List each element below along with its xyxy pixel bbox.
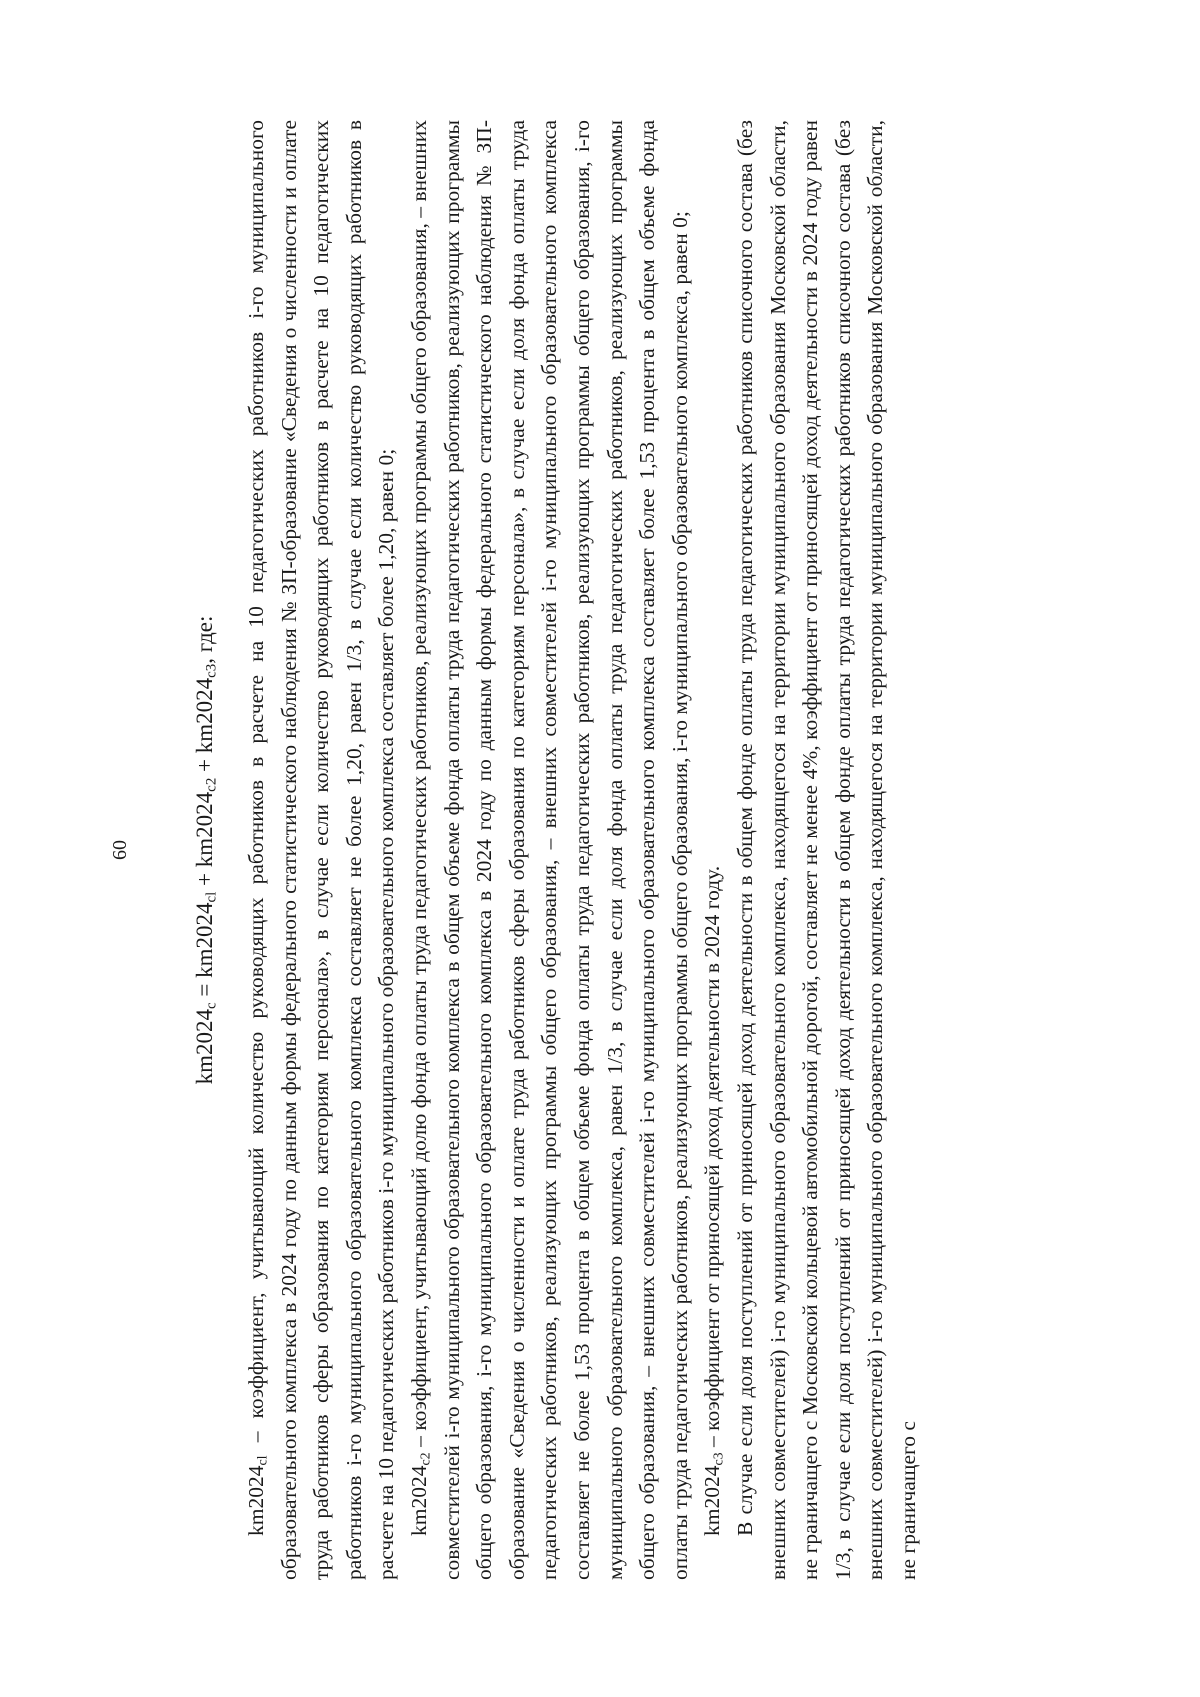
paragraph-km2024-c1-text: – коэффициент, учитывающий количество руководящих работников в расчете на 10 педагогических работников i-го муниципального образовательного комплекса в 2024 году по данным формы федерального статистического наблюдения № ЗП-образование «Сведения о численности и оплате труда работников сферы образования по категориям персонала», в случае если количество руководящих работников в расчете на 10 педагогических работников i-го муниципального образовательного комплекса составляет не более 1,20, равен 1/3, в случае если количество руководящих работников в расчете на 10 педагогических работников i-го муниципального образовательного комплекса составляет более 1,20, равен 0; bbox=[244, 120, 399, 1580]
formula-term-1-sub: cl bbox=[203, 891, 220, 903]
term-km2024-c1-sub: cl bbox=[255, 1455, 271, 1466]
term-km2024-c2-sub: c2 bbox=[418, 1452, 434, 1466]
term-km2024-c2: km2024 bbox=[406, 1465, 431, 1536]
term-km2024-c1: km2024 bbox=[244, 1465, 268, 1536]
paragraph-km2024-c2 bbox=[403, 120, 696, 1580]
formula-term-3-sub: c3 bbox=[203, 663, 220, 678]
paragraph-km2024-c1 bbox=[240, 120, 403, 1580]
formula-term-2-sub: c2 bbox=[203, 777, 220, 792]
formula-tail: , где: bbox=[192, 615, 217, 664]
paragraph-km2024-c3 bbox=[696, 120, 729, 1580]
formula-lhs: km2024 bbox=[192, 1008, 217, 1085]
term-km2024-c3: km2024 bbox=[700, 1465, 725, 1536]
formula-lhs-sub: c bbox=[203, 1002, 220, 1009]
paragraph-income-condition: В случае если доля поступлений от приносящей доход деятельности в общем фонде оплаты труда педагогических работников списочного состава (без внешних совместителей) i-го муниципального образовательного комплекса, находящегося на территории муниципального образования Московской области, не граничащего с Московской кольцевой автомобильной дорогой, составляет не менее 4%, коэффициент от приносящей доход деятельности в 2024 году равен 1/3, в случае если доля поступлений от приносящей доход деятельности в общем фонде оплаты труда педагогических работников списочного состава (без внешних совместителей) i-го муниципального образовательного комплекса, находящегося на территории муниципального образования Московской области, не граничащего с bbox=[732, 120, 920, 1580]
formula-term-2: km2024 bbox=[192, 791, 217, 868]
document-body bbox=[240, 120, 924, 1580]
formula-plus-1: + bbox=[192, 867, 217, 892]
formula-plus-2: + bbox=[192, 753, 217, 778]
term-km2024-c3-sub: c3 bbox=[711, 1452, 727, 1466]
rotated-content bbox=[109, 120, 1010, 1580]
formula-term-1: km2024 bbox=[192, 902, 217, 978]
formula-eq: = bbox=[192, 977, 217, 1003]
formula-term-3: km2024 bbox=[192, 677, 217, 754]
paragraph-km2024-c3-text: – коэффициент от приносящей доход деятельности в 2024 году. bbox=[700, 865, 725, 1453]
formula bbox=[190, 120, 220, 1580]
page-number: 60 bbox=[109, 840, 131, 860]
paragraph-km2024-c2-text: – коэффициент, учитывающий долю фонда оплаты труда педагогических работников, реализующих программы общего образования, – внешних совместителей i-го муниципального образовательного комплекса в общем объеме фонда оплаты труда педагогических работников, реализующих программы общего образования, i-го муниципального образовательного комплекса в 2024 году по данным формы федерального статистического наблюдения № ЗП-образование «Сведения о численности и оплате труда работников сферы образования по категориям персонала», в случае если доля фонда оплаты труда педагогических работников, реализующих программы общего образования, – внешних совместителей i-го муниципального образовательного комплекса составляет не более 1,53 процента в общем объеме фонда оплаты труда педагогических работников, реализующих программы общего образования, i-го муниципального образовательного комплекса, равен 1/3, в случае если доля фонда оплаты труда педагогических работников, реализующих программы общего образования, – внешних совместителей i-го муниципального образовательного комплекса составляет более 1,53 процента в общем объеме фонда оплаты труда педагогических работников, реализующих программы общего образования, i-го муниципального образовательного комплекса, равен 0; bbox=[406, 120, 692, 1580]
